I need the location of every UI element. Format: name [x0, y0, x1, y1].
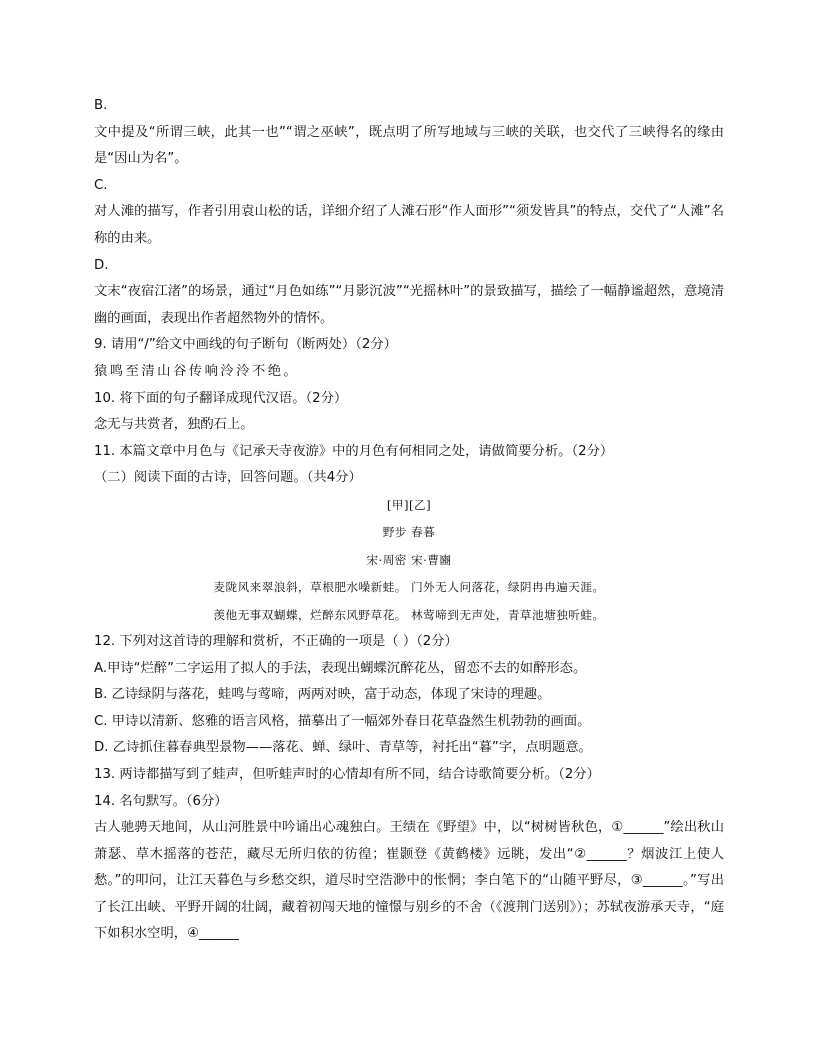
question-14-passage: 古人驰骋天地间，从山河胜景中吟诵出心魂独白。王绩在《野望》中，以“树树皆秋色，①______”绘出秋山萧瑟、草木摇落的苍茫，藏尽无所归依的彷徨；崔颢登《黄鹤楼》远眺，发出“②______？烟波江上使人愁。”的叩问，让江天暮色与乡愁交织，道尽时空浩渺中的怅惘；李白笔下的“山随平野尽，③______。”写出了长江出峡、平野开阔的壮阔，藏着初闯天地的憧憬与别乡的不舍（《渡荆门送别》）；苏轼夜游承天寺，“庭下如积水空明，④______ — [94, 820, 724, 942]
question-12-option-d: D. 乙诗抓住暮春典型景物——落花、蝉、绿叶、青草等，衬托出“暮”字，点明题意。 — [94, 740, 592, 756]
question-12-option-c: C. 甲诗以清新、悠雅的语言风格，描摹出了一幅郊外春日花草盎然生机勃勃的画面。 — [94, 713, 591, 729]
option-c-text: 对人滩的描写，作者引用袁山松的话，详细介绍了人滩石形“作人面形”“须发皆具”的特点，交代了“人滩”名称的由来。 — [94, 204, 724, 246]
option-d-text: 文末“夜宿江渚”的场景，通过“月色如练”“月影沉波”“光摇林叶”的景致描写，描绘了一幅静谧超然，意境清幽的画面，表现出作者超然物外的情怀。 — [94, 284, 724, 326]
question-9: 9. 请用“/”给文中画线的句子断句（断两处）（2分） — [94, 337, 397, 353]
question-11: 11. 本篇文章中月色与《记承天寺夜游》中的月色有何相同之处，请做简要分析。（2分） — [94, 443, 614, 459]
question-12: 12. 下列对这首诗的理解和赏析，不正确的一项是（ ）（2分） — [94, 633, 458, 649]
poem-line-1: 麦陇风来翠浪斜，草根肥水噪新蛙。 门外无人问落花，绿阴冉冉遍天涯。 — [213, 580, 605, 595]
question-10-sentence: 念无与共赏者，独酌石上。 — [94, 417, 254, 433]
option-b-text: 文中提及“所谓三峡，此其一也”“谓之巫峡”，既点明了所写地域与三峡的关联，也交代了三峡得名的缘由是“因山为名”。 — [94, 124, 724, 167]
question-13: 13. 两诗都描写到了蛙声，但听蛙声时的心情却有所不同，结合诗歌简要分析。（2分） — [94, 766, 600, 782]
question-10: 10. 将下面的句子翻译成现代汉语。（2分） — [94, 390, 348, 406]
option-d-label: D. — [94, 257, 109, 273]
document-page — [94, 93, 724, 948]
option-c-label: C. — [94, 177, 108, 193]
poem-line-2: 羡他无事双蝴蝶，烂醉东风野草花。 林莺啼到无声处，青草池塘独听蛙。 — [213, 607, 605, 622]
question-9-sentence: 猿鸣至清山谷传响泠泠不绝。 — [94, 363, 300, 379]
question-14: 14. 名句默写。（6分） — [94, 793, 228, 809]
option-b-label: B. — [94, 98, 108, 113]
section-2-heading: （二）阅读下面的古诗，回答问题。（共4分） — [94, 470, 362, 486]
question-12-option-a: A.甲诗“烂醉”二字运用了拟人的手法，表现出蝴蝶沉醉花丛，留恋不去的如醉形态。 — [94, 660, 587, 676]
poem-titles: 野步 春暮 — [382, 525, 436, 540]
poem-markers: [甲][乙] — [386, 497, 432, 512]
poem-authors: 宋·周密 宋·曹豳 — [366, 552, 452, 567]
question-12-option-b: B. 乙诗绿阴与落花，蛙鸣与莺啼，两两对映，富于动态，体现了宋诗的理趣。 — [94, 687, 551, 703]
